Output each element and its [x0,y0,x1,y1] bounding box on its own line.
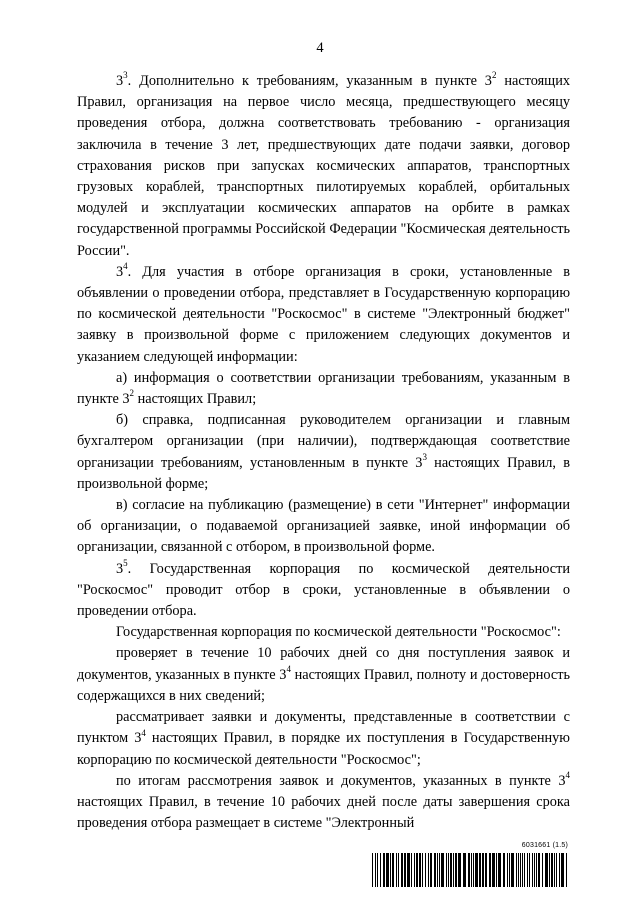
barcode-block [372,842,568,890]
barcode-image [372,853,568,887]
paragraph-text: настоящих Правил, организация на первое число месяца, предшествующего месяцу проведения отбора, должна соответствовать требованию - организация заключила в течение 3 лет, предшествующих дате подачи заявки, договор страхования рисков при запусках космических аппаратов, транспортных грузовых кораблей, транспортных пилотируемых кораблей, орбитальных модулей и эксплуатации космических аппаратов на орбите в рамках государственной программы Российской Федерации "Космическая деятельность России". [77,73,570,259]
paragraph-number-superscript: 5 [123,557,128,568]
reference-superscript: 3 [422,451,427,462]
paragraph-text: настоящих Правил; [134,391,257,408]
paragraph-text: б) справка, подписанная руководителем организации и главным бухгалтером организации (при наличии), подтверждающая соответствие организации требованиям, установленным в пункте 3 [77,412,570,471]
paragraph-text: по итогам рассмотрения заявок и документов, указанных в пункте 3 [116,772,566,789]
reference-superscript: 2 [129,388,135,399]
paragraph-text: . Дополнительно к требованиям, указанным в пункте 3 [127,73,492,89]
reference-superscript: 4 [286,663,291,674]
paragraph-text: настоящих Правил, в течение 10 рабочих дней после даты завершения срока проведения отбора размещает в системе "Электронный [77,793,570,832]
document-body [77,71,570,834]
paragraph-pgk [77,622,570,643]
paragraph-text: настоящих Правил, полноту и достоверность содержащихся в них сведений; [77,666,570,704]
paragraph-text: настоящих Правил, в произвольной форме; [77,454,570,492]
barcode-label: 6031661 (1.5) [521,842,568,849]
paragraph-pa [77,368,570,410]
paragraph-text: проверяет в течение 10 рабочих дней со дня поступления заявок и документов, указанных в пункте 3 [77,645,570,683]
reference-superscript: 4 [565,769,570,780]
paragraph-preview [77,707,570,771]
reference-superscript: 4 [141,727,146,738]
paragraph-text: в) согласие на публикацию (размещение) в сети "Интернет" информации об организации, о подаваемой организацией заявке, иной информации об организации, связанной с отбором, в произвольной форме. [77,497,570,556]
paragraph-number: 3 [116,263,124,280]
paragraph-number: 3 [116,73,124,89]
paragraph-text: . Для участия в отборе организация в сроки, установленные в объявлении о проведении отбора, представляет в Государственную корпорацию по космической деятельности "Роскосмос" в системе "Электронный бюджет" заявку в произвольной форме с приложением следующих документов и указанием следующей информации: [77,263,570,365]
paragraph-text: рассматривает заявки и документы, представленные в соответствии с пунктом 3 [77,709,570,747]
paragraph-pv [77,495,570,559]
paragraph-text: . Государственная корпорация по космической деятельности "Роскосмос" проводит отбор в сроки, установленные в объявлении о проведении отбора. [77,560,570,620]
paragraph-p33 [77,71,570,262]
paragraph-p34 [77,262,570,368]
paragraph-text: Государственная корпорация по космической деятельности "Роскосмос": [116,624,561,641]
paragraph-text: а) информация о соответствии организации требованиям, указанным в пункте 3 [77,369,570,408]
paragraph-pcheck [77,643,570,707]
paragraph-p35 [77,559,570,623]
paragraph-number-superscript: 4 [123,261,128,272]
paragraph-number: 3 [116,560,124,577]
paragraph-presults [77,771,570,835]
paragraph-text: настоящих Правил, в порядке их поступления в Государственную корпорацию по космической деятельности "Роскосмос"; [77,730,570,768]
paragraph-number-superscript: 3 [123,70,128,81]
page-number: 4 [316,40,324,56]
paragraph-pb [77,410,570,495]
reference-superscript: 2 [491,70,497,81]
